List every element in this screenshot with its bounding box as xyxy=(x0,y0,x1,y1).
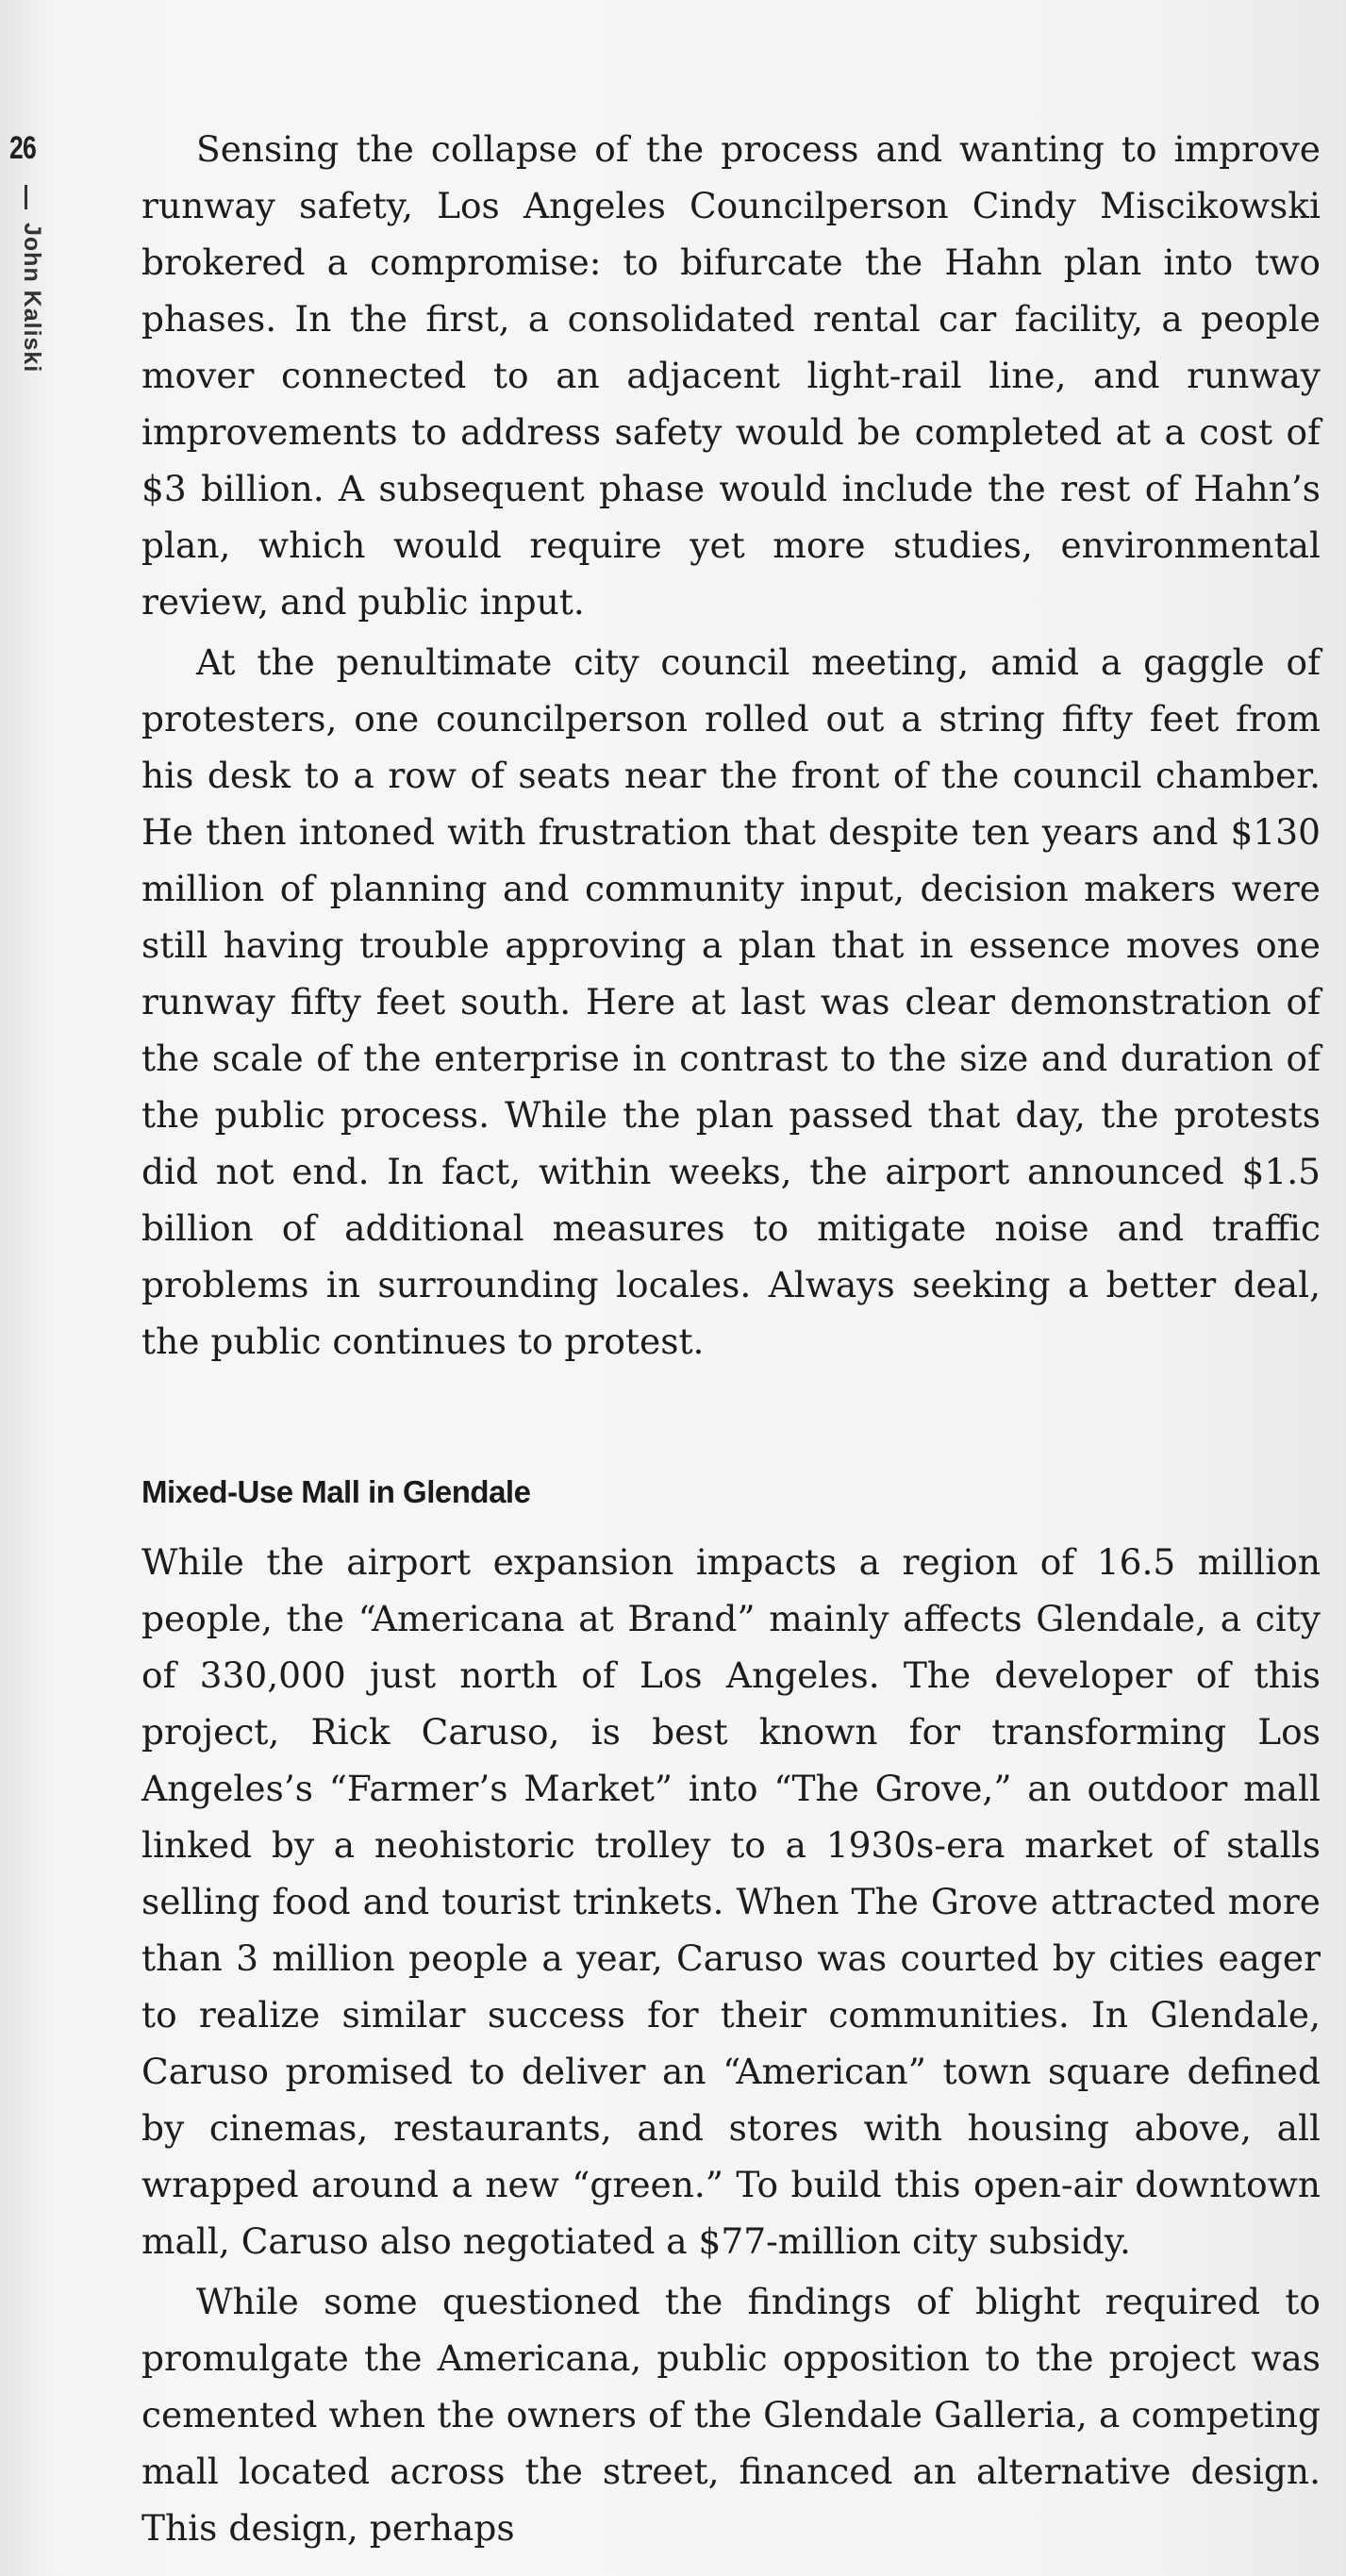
running-head xyxy=(0,185,57,581)
section-glendale xyxy=(141,1534,1321,2556)
running-head-author: John Kaliski xyxy=(19,223,45,374)
show-through-smudge xyxy=(670,2485,694,2495)
section-heading: Mixed-Use Mall in Glendale xyxy=(141,1474,531,1509)
paragraph: Sensing the collapse of the process and wanting to improve runway safety, Los Angeles Councilperson Cindy Miscikowski brokered a compromise: to bifurcate the Hahn plan into two phases. In the first, a consolidated rental car facility, a people mover connected to an adjacent light-rail line, and runway improvements to address safety would be completed at a cost of $3 billion. A subsequent phase would include the rest of Hahn’s plan, which would require yet more studies, environmental review, and public input. xyxy=(141,128,1321,623)
paragraph: While some questioned the findings of blight required to promulgate the Americana, public opposition to the project was cemented when the owners of the Glendale Galleria, a competing mall located across the street, financed an alternative design. This design, perhaps xyxy=(141,2281,1321,2549)
body-text xyxy=(141,121,1321,2556)
paragraph: While the airport expansion impacts a region of 16.5 million people, the “Americana at Brand” mainly affects Glendale, a city of 330,000 just north of Los Angeles. The developer of this project, Rick Caruso, is best known for transforming Los Angeles’s “Farmer’s Market” into “The Grove,” an outdoor mall linked by a neohistoric trolley to a 1930s-era market of stalls selling food and tourist trinkets. When The Grove attracted more than 3 million people a year, Caruso was courted by cities eager to realize similar success for their communities. In Glendale, Caruso promised to deliver an “American” town square defined by cinemas, restaurants, and stores with housing above, all wrapped around a new “green.” To build this open-air downtown mall, Caruso also negotiated a $77-million city subsidy. xyxy=(141,1541,1321,2262)
running-head-divider xyxy=(25,185,27,209)
paragraph: At the penultimate city council meeting, amid a gaggle of protesters, one councilperson rolled out a string fifty feet from his desk to a row of seats near the front of the council chamber. He then intoned with frustration that despite ten years and $130 million of planning and community input, decision makers were still having trouble approving a plan that in essence moves one runway fifty feet south. Here at last was clear demonstration of the scale of the enterprise in contrast to the size and duration of the public process. While the plan passed that day, the protests did not end. In fact, within weeks, the airport announced $1.5 billion of additional measures to mitigate noise and traffic problems in surrounding locales. Always seeking a better deal, the public continues to protest. xyxy=(141,641,1321,1362)
page-number: 26 xyxy=(9,130,36,166)
section-airport xyxy=(141,121,1321,1370)
